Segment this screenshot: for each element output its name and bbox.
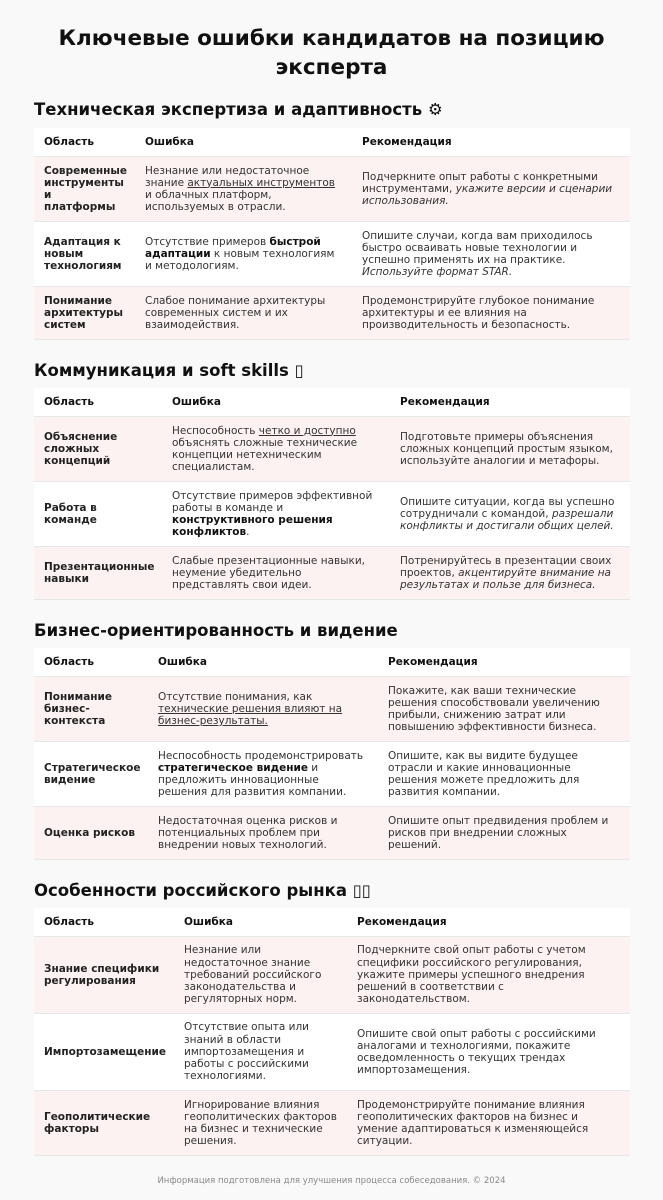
column-header-area: Область — [34, 648, 148, 677]
column-header-error: Ошибка — [162, 388, 390, 417]
recommendation-cell — [347, 937, 630, 1014]
table-row — [34, 417, 630, 482]
cell-text: объяснять сложные технические концепции нетехническим специалистам. — [172, 436, 358, 474]
error-cell — [135, 287, 352, 340]
cell-text: Опишите свой опыт работы с российскими аналогами и технологиями, покажите осведомленность о текущих трендах импортозамещения. — [357, 1027, 596, 1077]
table-row — [34, 482, 630, 547]
cell-text: Отсутствие опыта или знаний в области импортозамещения и работы с российскими технологиями. — [184, 1021, 310, 1083]
errors-table — [34, 128, 630, 340]
column-header-error: Ошибка — [148, 648, 378, 677]
area-cell: Оценка рисков — [34, 807, 148, 860]
page-title: Ключевые ошибки кандидатов на позицию эксперта — [58, 26, 605, 80]
recommendation-cell — [347, 1091, 630, 1156]
recommendation-cell — [378, 677, 630, 742]
section-title-text: Особенности российского рынка — [34, 881, 347, 900]
table-row — [34, 677, 630, 742]
table-row — [34, 157, 630, 222]
column-header-area: Область — [34, 388, 162, 417]
recommendation-cell — [390, 417, 630, 482]
error-cell — [174, 1091, 347, 1156]
cell-text: Опишите случаи, когда вам приходилось быстро осваивать новые технологии и успешно применять их на практике. — [362, 229, 593, 266]
cell-text: Неспособность продемонстрировать — [158, 749, 364, 762]
cell-text: к новым технологиям и методологиям. — [145, 247, 335, 273]
error-cell — [135, 222, 352, 287]
table-header-row — [34, 128, 630, 157]
section-title — [34, 881, 371, 901]
emphasis-text: акцентируйте внимание на результатах и пользе для бизнеса. — [400, 566, 611, 592]
recommendation-cell — [378, 807, 630, 860]
column-header-error: Ошибка — [174, 908, 347, 937]
area-cell: Презентационные навыки — [34, 547, 162, 600]
cell-text: Покажите, как ваши технические решения способствовали увеличению прибыли, снижению затрат или повышению эффективности бизнеса. — [388, 684, 600, 734]
cell-text: Отсутствие понимания, как — [158, 690, 313, 703]
table-header-row — [34, 908, 630, 937]
cell-text: Подготовьте примеры объяснения сложных концепций простым языком, используйте аналогии и метафоры. — [400, 430, 613, 468]
area-cell: Понимание архитектуры систем — [34, 287, 135, 340]
column-header-rec: Рекомендация — [352, 128, 630, 157]
cell-text: Продемонстрируйте глубокое понимание архитектуры и ее влияния на производительность и безопасность. — [362, 294, 595, 332]
error-cell — [174, 1014, 347, 1091]
table-row — [34, 222, 630, 287]
errors-table — [34, 648, 630, 860]
recommendation-cell — [378, 742, 630, 807]
error-cell — [162, 417, 390, 482]
speech-bubble-icon: ▯ — [294, 361, 304, 380]
cell-text: Незнание или недостаточное знание — [145, 164, 310, 189]
area-cell: Современные инструменты и платформы — [34, 157, 135, 222]
emphasis-text: стратегическое видение — [158, 761, 308, 774]
cell-text: Игнорирование влияния геополитических факторов на бизнес и технические решения. — [184, 1098, 337, 1148]
emphasis-text: четко и доступно — [258, 424, 356, 437]
cell-text: Подчеркните опыт работы с конкретными инструментами, — [362, 170, 598, 195]
section-title — [34, 100, 443, 120]
section-title — [34, 621, 398, 641]
cell-text: Потренируйтесь в презентации своих проектов, — [400, 554, 612, 579]
area-cell: Работа в команде — [34, 482, 162, 547]
recommendation-cell — [352, 222, 630, 287]
area-cell: Объяснение сложных концепций — [34, 417, 162, 482]
emphasis-text: разрешали конфликты и достигали общих целей. — [400, 507, 614, 533]
table-row — [34, 807, 630, 860]
error-cell — [148, 807, 378, 860]
section-title-text: Коммуникация и soft skills — [34, 361, 289, 380]
cell-text: Незнание или недостаточное знание требований российского законодательства и регуляторных норм. — [184, 944, 322, 1006]
gear-icon: ⚙ — [427, 100, 443, 119]
cell-text: Подчеркните свой опыт работы с учетом специфики российского регулирования, укажите примеры успешного внедрения решений в соответствии с законодательством. — [357, 944, 586, 1006]
table-row — [34, 1014, 630, 1091]
cell-text: Опишите, как вы видите будущее отрасли и какие инновационные решения можете предложить для развития компании. — [388, 749, 580, 799]
flag-icon: ▯▯ — [352, 881, 371, 900]
table-header-row — [34, 648, 630, 677]
column-header-rec: Рекомендация — [390, 388, 630, 417]
column-header-error: Ошибка — [135, 128, 352, 157]
recommendation-cell — [390, 482, 630, 547]
recommendation-cell — [352, 157, 630, 222]
table-row — [34, 287, 630, 340]
footer-note: Информация подготовлена для улучшения процесса собеседования. © 2024 — [157, 1176, 506, 1186]
cell-text: Опишите опыт предвидения проблем и рисков при внедрении сложных решений. — [388, 814, 609, 852]
error-cell — [162, 482, 390, 547]
emphasis-text: актуальных инструментов — [187, 176, 335, 189]
cell-text: Недостаточная оценка рисков и потенциальных проблем при внедрении новых технологий. — [158, 814, 338, 852]
error-cell — [148, 742, 378, 807]
cell-text: . — [246, 526, 250, 539]
table-row — [34, 547, 630, 600]
section-title — [34, 361, 304, 381]
cell-text: Опишите ситуации, когда вы успешно сотрудничали с командой, — [400, 495, 615, 520]
emphasis-text: конструктивного решения конфликтов — [172, 514, 333, 539]
errors-table — [34, 908, 630, 1156]
column-header-area: Область — [34, 128, 135, 157]
error-cell — [162, 547, 390, 600]
cell-text: и предложить инновационные решения для развития компании. — [158, 761, 347, 799]
recommendation-cell — [347, 1014, 630, 1091]
area-cell: Понимание бизнес-контекста — [34, 677, 148, 742]
column-header-area: Область — [34, 908, 174, 937]
error-cell — [174, 937, 347, 1014]
errors-table — [34, 388, 630, 600]
recommendation-cell — [390, 547, 630, 600]
cell-text: Продемонстрируйте понимание влияния геополитических факторов на бизнес и умение адаптироваться к изменяющейся ситуации. — [357, 1098, 589, 1148]
area-cell: Знание специфики регулирования — [34, 937, 174, 1014]
section-title-text: Бизнес-ориентированность и видение — [34, 621, 398, 640]
recommendation-cell — [352, 287, 630, 340]
table-header-row — [34, 388, 630, 417]
cell-text: Отсутствие примеров — [145, 235, 270, 248]
emphasis-text: быстрой адаптации — [145, 235, 321, 260]
area-cell: Импортозамещение — [34, 1014, 174, 1091]
error-cell — [148, 677, 378, 742]
column-header-rec: Рекомендация — [347, 908, 630, 937]
section-title-text: Техническая экспертиза и адаптивность — [34, 100, 423, 119]
cell-text: Отсутствие примеров эффективной работы в команде и — [172, 489, 373, 514]
cell-text: Слабые презентационные навыки, неумение убедительно представлять свои идеи. — [172, 554, 365, 592]
emphasis-text: укажите версии и сценарии использования. — [362, 182, 613, 208]
column-header-rec: Рекомендация — [378, 648, 630, 677]
area-cell: Геополитические факторы — [34, 1091, 174, 1156]
cell-text: Неспособность — [172, 424, 259, 437]
emphasis-text: Используйте формат STAR. — [362, 266, 513, 279]
cell-text: и облачных платформ, используемых в отрасли. — [145, 189, 286, 214]
table-row — [34, 742, 630, 807]
table-row — [34, 1091, 630, 1156]
table-row — [34, 937, 630, 1014]
error-cell — [135, 157, 352, 222]
area-cell: Адаптация к новым технологиям — [34, 222, 135, 287]
cell-text: Слабое понимание архитектуры современных систем и их взаимодействия. — [145, 294, 326, 332]
emphasis-text: технические решения влияют на бизнес-результаты. — [158, 702, 343, 728]
area-cell: Стратегическое видение — [34, 742, 148, 807]
